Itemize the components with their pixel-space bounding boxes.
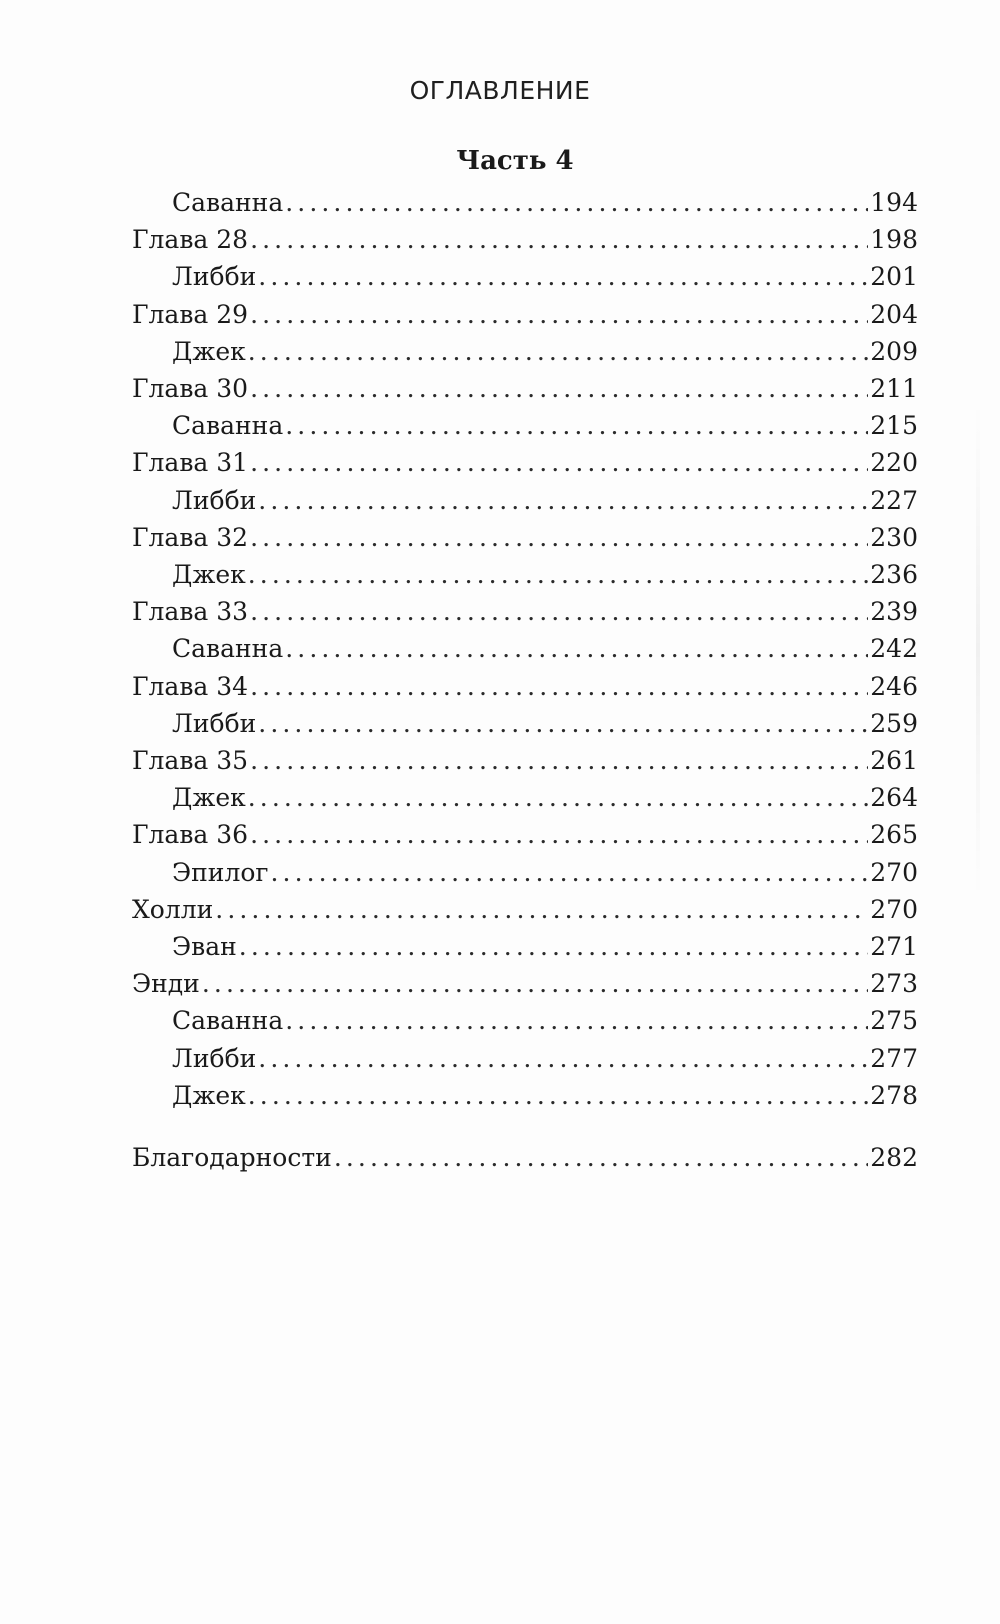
toc-entry [172,1001,918,1041]
toc-entry [172,629,918,669]
toc-entry [132,890,918,930]
toc-entry-title: Глава 34 [132,671,249,701]
dot-leader [334,1138,868,1178]
toc-entry-title: Либби [172,1043,257,1073]
dot-leader [285,1001,868,1041]
toc-entry [172,183,918,223]
toc-entry-title: Саванна [172,188,284,217]
toc-entry-title: Энди [132,969,200,999]
dot-leader [248,555,869,595]
toc-entry-title: Глава 29 [132,299,249,329]
toc-entry [172,778,918,818]
toc-entry [172,406,918,446]
dot-leader [270,853,868,893]
toc-entry-page-number: 215 [870,411,918,441]
dot-leader [258,257,868,297]
dot-leader [258,704,868,744]
toc-entry-page-number: 264 [870,783,918,813]
dot-leader [250,369,868,409]
toc-entry-title: Глава 33 [132,597,249,627]
dot-leader [285,629,868,669]
toc-entry-title: Джек [172,783,246,813]
toc-entry-title: Глава 32 [132,522,249,552]
dot-leader [258,481,868,521]
toc-entry-page-number: 211 [870,374,918,403]
toc-entry [172,927,918,967]
dot-leader [258,1039,868,1079]
toc-entry-title: Глава 31 [132,448,249,478]
toc-entry [132,741,918,781]
toc-entry [172,332,918,372]
toc-entry-page-number: 220 [870,448,918,478]
part-heading: Часть 4 [456,146,574,176]
dot-leader [285,406,868,446]
toc-entry-page-number: 246 [870,671,918,701]
toc-entry [132,964,918,1004]
dot-leader [248,332,869,372]
dot-leader [250,443,868,483]
toc-entry-page-number: 261 [870,746,918,775]
toc-entry-page-number: 242 [870,634,918,664]
toc-entry-title: Джек [172,560,246,589]
toc-entry-title: Либби [172,262,257,292]
toc-entry [172,1039,918,1079]
toc-entry-title: Эпилог [172,857,269,887]
toc-entry-page-number: 282 [870,1143,918,1172]
toc-entry-page-number: 270 [870,857,918,887]
toc-entry [172,555,918,595]
dot-leader [248,778,869,818]
toc-entry-page-number: 270 [870,894,918,924]
page-edge-shadow [976,400,980,900]
toc-entry-page-number: 201 [870,262,918,292]
toc-entry [132,518,918,558]
dot-leader [248,1076,869,1116]
dot-leader [250,667,868,707]
toc-entry-page-number: 239 [870,597,918,627]
toc-entry-page-number: 277 [870,1043,918,1073]
dot-leader [250,220,868,260]
toc-entry [172,1076,918,1116]
toc-entry-page-number: 275 [870,1006,918,1036]
toc-entry-title: Джек [172,1080,246,1110]
toc-entry-title: Либби [172,485,257,515]
toc-entry [132,815,918,855]
dot-leader [250,592,868,632]
dot-leader [239,927,869,967]
toc-entry-page-number: 278 [870,1080,918,1110]
toc-entry [132,369,918,409]
toc-entry-title: Холли [132,894,214,924]
toc-entry-title: Глава 28 [132,225,249,255]
toc-entry [132,295,918,335]
toc-entry-title: Саванна [172,634,284,664]
toc-entry-title: Глава 35 [132,746,249,775]
toc-entry-page-number: 194 [870,188,918,217]
toc-entry [172,257,918,297]
toc-entry-page-number: 227 [870,485,918,515]
toc-entry-title: Глава 36 [132,820,249,850]
toc-entry-title: Саванна [172,411,284,441]
toc-entry-title: Благодарности [132,1143,332,1172]
toc-entry-page-number: 236 [870,560,918,589]
toc-entry [172,481,918,521]
dot-leader [250,741,868,781]
toc-entry-page-number: 230 [870,522,918,552]
toc-entry-page-number: 259 [870,708,918,738]
toc-entry-page-number: 265 [870,820,918,850]
toc-entry [132,220,918,260]
toc-entry-title: Джек [172,336,246,366]
toc-entry-page-number: 204 [870,299,918,329]
page-title: ОГЛАВЛЕНИЕ [409,76,591,105]
toc-entry [132,443,918,483]
toc-entry-page-number: 273 [870,969,918,999]
dot-leader [250,295,868,335]
toc-entry [132,592,918,632]
toc-entry-title: Глава 30 [132,374,249,403]
dot-leader [250,518,868,558]
toc-entry-page-number: 271 [870,932,918,961]
toc-entry-page-number: 198 [870,225,918,255]
dot-leader [250,815,868,855]
toc-entry-title: Эван [172,932,237,961]
toc-entry-page-number: 209 [870,336,918,366]
toc-entry [132,1138,918,1178]
toc-entry [132,667,918,707]
toc-entry-title: Саванна [172,1006,284,1036]
toc-entry [172,704,918,744]
dot-leader [215,890,868,930]
dot-leader [202,964,868,1004]
toc-entry-title: Либби [172,708,257,738]
toc-entry [172,853,918,893]
dot-leader [285,183,868,223]
